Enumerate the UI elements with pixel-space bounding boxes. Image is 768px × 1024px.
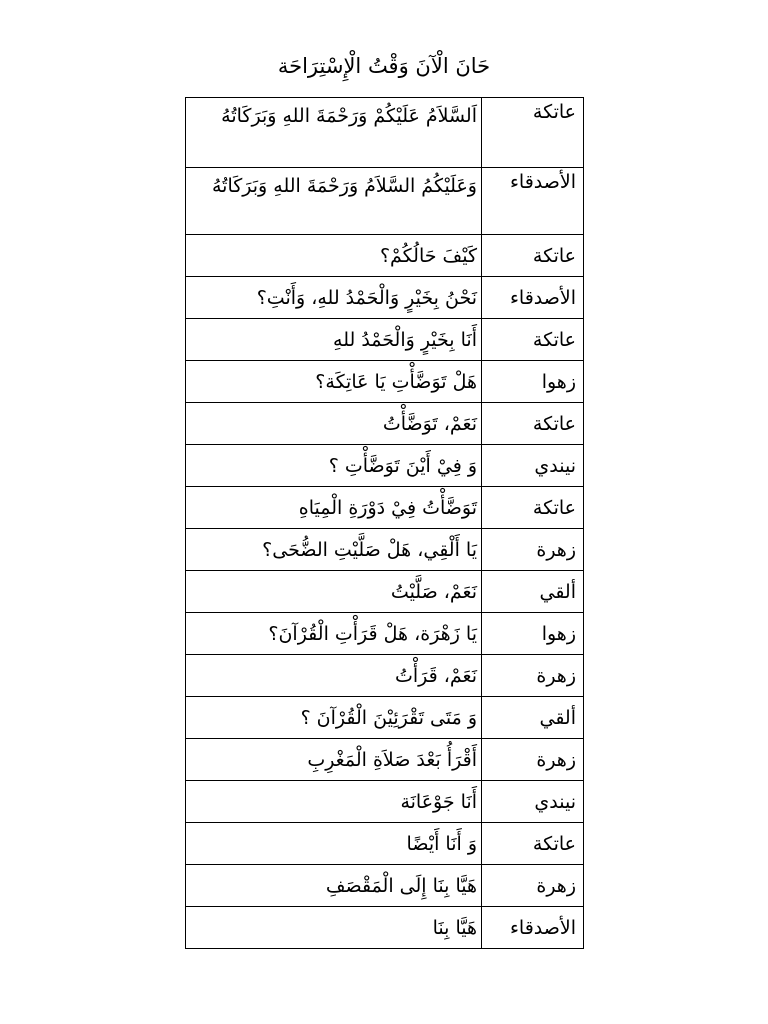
table-row — [186, 823, 584, 865]
table-row — [186, 613, 584, 655]
table-row — [186, 235, 584, 277]
table-row — [186, 781, 584, 823]
speaker-cell: ألقي — [482, 697, 584, 739]
speaker-cell: عاتكة — [482, 403, 584, 445]
speaker-cell: عاتكة — [482, 487, 584, 529]
speaker-cell: زهرة — [482, 865, 584, 907]
dialogue-cell: وَ أَنَا أَيْضًا — [186, 823, 482, 865]
table-row — [186, 655, 584, 697]
table-row — [186, 529, 584, 571]
dialogue-cell: وَعَلَيْكُمُ السَّلاَمُ وَرَحْمَةَ اللهِ وَبَرَكَاتُهُ — [186, 168, 482, 235]
speaker-cell: ألقي — [482, 571, 584, 613]
table-row — [186, 361, 584, 403]
dialogue-cell: هَلْ تَوَضَّأْتِ يَا عَاتِكَة؟ — [186, 361, 482, 403]
dialogue-cell: أَنَا بِخَيْرٍ وَالْحَمْدُ للهِ — [186, 319, 482, 361]
table-row — [186, 487, 584, 529]
table-row — [186, 907, 584, 949]
table-row — [186, 168, 584, 235]
dialogue-cell: اَلسَّلاَمُ عَلَيْكُمْ وَرَحْمَةَ اللهِ وَبَرَكَاتُهُ — [186, 98, 482, 168]
dialogue-cell: نَحْنُ بِخَيْرٍ وَالْحَمْدُ للهِ، وَأَنْتِ؟ — [186, 277, 482, 319]
table-row — [186, 739, 584, 781]
dialogue-cell: يَا أَلْقِي، هَلْ صَلَّيْتِ الضُّحَى؟ — [186, 529, 482, 571]
page-title: حَانَ الْآنَ وَقْتُ الْإِسْتِرَاحَة — [277, 54, 491, 78]
speaker-cell: الأصدقاء — [482, 168, 584, 235]
dialogue-cell: نَعَمْ، قَرَأْتُ — [186, 655, 482, 697]
speaker-cell: نيندي — [482, 445, 584, 487]
dialogue-cell: نَعَمْ، صَلَّيْتُ — [186, 571, 482, 613]
table-row — [186, 319, 584, 361]
speaker-cell: نيندي — [482, 781, 584, 823]
dialogue-cell: أَنَا جَوْعَانَة — [186, 781, 482, 823]
dialogue-cell: وَ مَتَى تَقْرَئِيْنَ الْقُرْآنَ ؟ — [186, 697, 482, 739]
dialogue-table — [185, 97, 584, 949]
speaker-cell: الأصدقاء — [482, 907, 584, 949]
speaker-cell: عاتكة — [482, 235, 584, 277]
table-row — [186, 865, 584, 907]
speaker-cell: عاتكة — [482, 98, 584, 168]
table-row — [186, 445, 584, 487]
table-row — [186, 697, 584, 739]
table-row — [186, 403, 584, 445]
dialogue-cell: كَيْفَ حَالُكُمْ؟ — [186, 235, 482, 277]
speaker-cell: الأصدقاء — [482, 277, 584, 319]
table-row — [186, 98, 584, 168]
dialogue-cell: هَيَّا بِنَا — [186, 907, 482, 949]
speaker-cell: عاتكة — [482, 319, 584, 361]
dialogue-cell: أَقْرَأُ بَعْدَ صَلاَةِ الْمَغْرِبِ — [186, 739, 482, 781]
speaker-cell: زهرة — [482, 529, 584, 571]
dialogue-cell: وَ فِيْ أَيْنَ تَوَضَّأْتِ ؟ — [186, 445, 482, 487]
speaker-cell: زهرة — [482, 655, 584, 697]
dialogue-cell: هَيَّا بِنَا إِلَى الْمَقْصَفِ — [186, 865, 482, 907]
dialogue-cell: يَا زَهْرَة، هَلْ قَرَأْتِ الْقُرْآنَ؟ — [186, 613, 482, 655]
dialogue-cell: نَعَمْ، تَوَضَّأْتُ — [186, 403, 482, 445]
table-row — [186, 277, 584, 319]
dialogue-cell: تَوَضَّأْتُ فِيْ دَوْرَةِ الْمِيَاهِ — [186, 487, 482, 529]
speaker-cell: عاتكة — [482, 823, 584, 865]
table-row — [186, 571, 584, 613]
speaker-cell: زهوا — [482, 361, 584, 403]
speaker-cell: زهرة — [482, 739, 584, 781]
speaker-cell: زهوا — [482, 613, 584, 655]
